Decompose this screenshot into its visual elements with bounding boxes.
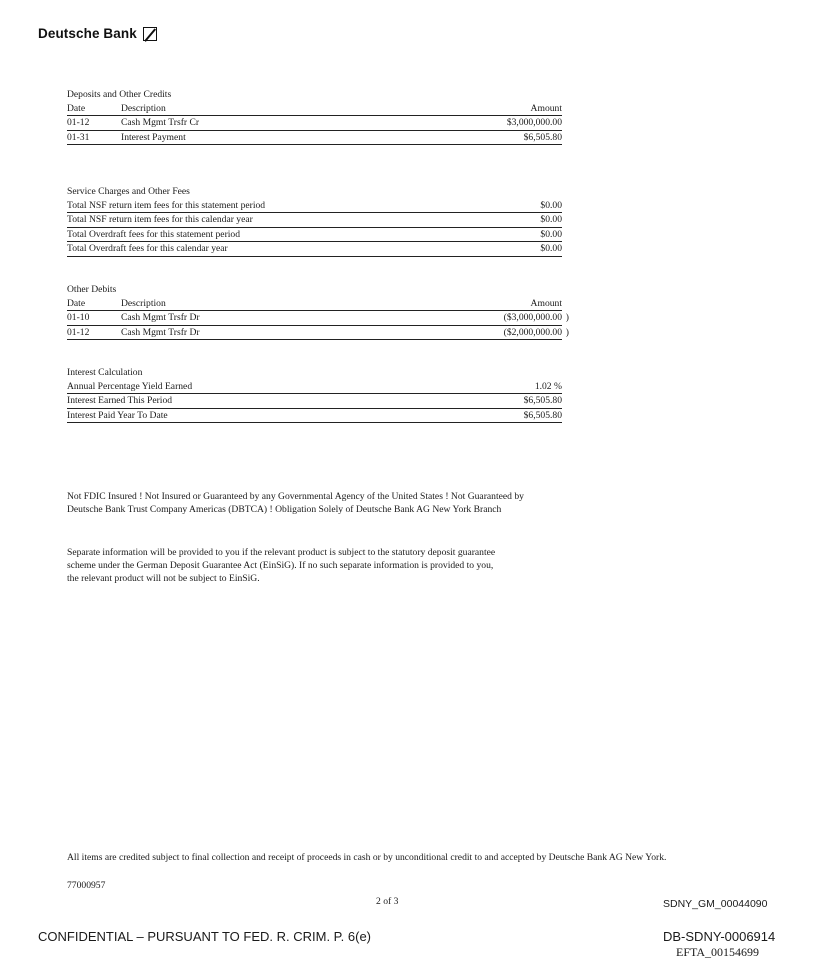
table-row	[67, 131, 562, 146]
table-row	[67, 116, 562, 131]
bates-sdny: SDNY_GM_00044090	[663, 898, 768, 910]
debit-description: Cash Mgmt Trsfr Dr	[121, 312, 200, 324]
debits-description-header: Description	[121, 297, 166, 309]
table-row	[67, 311, 569, 326]
table-row	[67, 326, 569, 341]
fee-label: Total NSF return item fees for this calendar year	[67, 214, 253, 226]
debit-description: Cash Mgmt Trsfr Dr	[121, 326, 200, 338]
deposits-description-header: Description	[121, 102, 166, 114]
fees-title: Service Charges and Other Fees	[67, 186, 190, 197]
interest-section	[67, 366, 562, 423]
deposit-description: Cash Mgmt Trsfr Cr	[121, 117, 200, 129]
deposits-amount-header: Amount	[530, 102, 562, 114]
interest-label: Interest Earned This Period	[67, 395, 173, 407]
debit-date: 01-10	[67, 312, 90, 324]
account-code: 77000957	[67, 880, 106, 891]
fee-label: Total Overdraft fees for this calendar year	[67, 243, 228, 255]
fees-section	[67, 185, 562, 257]
credit-note: All items are credited subject to final collection and receipt of proceeds in cash or by unconditional credit to and accepted by Deutsche Bank AG New York.	[67, 852, 667, 863]
deutsche-bank-slash-icon	[143, 27, 157, 41]
table-row	[67, 380, 562, 395]
deposits-title: Deposits and Other Credits	[67, 89, 172, 100]
table-row	[67, 199, 562, 214]
table-row	[67, 228, 562, 243]
logo-text: Deutsche Bank	[38, 26, 137, 41]
deposit-amount: $6,505.80	[523, 131, 562, 143]
interest-label: Annual Percentage Yield Earned	[67, 380, 193, 392]
table-row	[67, 394, 562, 409]
interest-title: Interest Calculation	[67, 367, 143, 378]
debits-date-header: Date	[67, 297, 86, 309]
fee-amount: $0.00	[540, 243, 562, 255]
deposit-description: Interest Payment	[121, 131, 186, 143]
debit-amount	[503, 311, 569, 325]
deposit-date: 01-12	[67, 117, 90, 129]
bates-efta: EFTA_00154699	[676, 945, 760, 959]
debits-section	[67, 283, 569, 340]
table-row	[67, 242, 562, 257]
interest-value: 1.02 %	[534, 380, 562, 392]
interest-value: $6,505.80	[523, 409, 562, 421]
deposits-header-row	[67, 102, 562, 117]
debits-amount-header: Amount	[530, 297, 562, 309]
confidential-stamp: CONFIDENTIAL – PURSUANT TO FED. R. CRIM. P. 6(e)	[38, 929, 372, 944]
page-number: 2 of 3	[376, 896, 399, 907]
deutsche-bank-logo	[38, 26, 157, 41]
deposits-section	[67, 88, 562, 145]
debit-amount	[503, 326, 569, 340]
deposit-amount: $3,000,000.00	[506, 117, 562, 129]
debit-amount-value: ($3,000,000.00	[503, 312, 562, 324]
table-row	[67, 409, 562, 424]
fee-label: Total Overdraft fees for this statement period	[67, 228, 241, 240]
fee-label: Total NSF return item fees for this statement period	[67, 199, 266, 211]
debit-date: 01-12	[67, 326, 90, 338]
fee-amount: $0.00	[540, 199, 562, 211]
interest-value: $6,505.80	[523, 395, 562, 407]
debits-title: Other Debits	[67, 284, 117, 295]
deposit-date: 01-31	[67, 131, 90, 143]
debit-amount-value: ($2,000,000.00	[503, 326, 562, 338]
deposits-date-header: Date	[67, 102, 86, 114]
not-insured-disclosure: Not FDIC Insured ! Not Insured or Guaranteed by any Governmental Agency of the United States ! Not Guaranteed by Deutsche Bank Trust Company Americas (DBTCA) ! Obligation Solely of Deutsche Bank AG New York Branch	[67, 491, 524, 515]
table-row	[67, 213, 562, 228]
einsig-disclosure: Separate information will be provided to you if the relevant product is subject to the statutory deposit guarantee scheme under the German Deposit Guarantee Act (EinSiG). If no such separate information is provided to you, the relevant product will not be subject to EinSiG.	[67, 547, 496, 584]
fee-amount: $0.00	[540, 214, 562, 226]
bates-db: DB-SDNY-0006914	[663, 929, 776, 944]
fee-amount: $0.00	[540, 228, 562, 240]
interest-label: Interest Paid Year To Date	[67, 409, 168, 421]
debits-header-row	[67, 297, 562, 312]
debit-amount-paren: )	[565, 312, 569, 324]
debit-amount-paren: )	[565, 326, 569, 338]
